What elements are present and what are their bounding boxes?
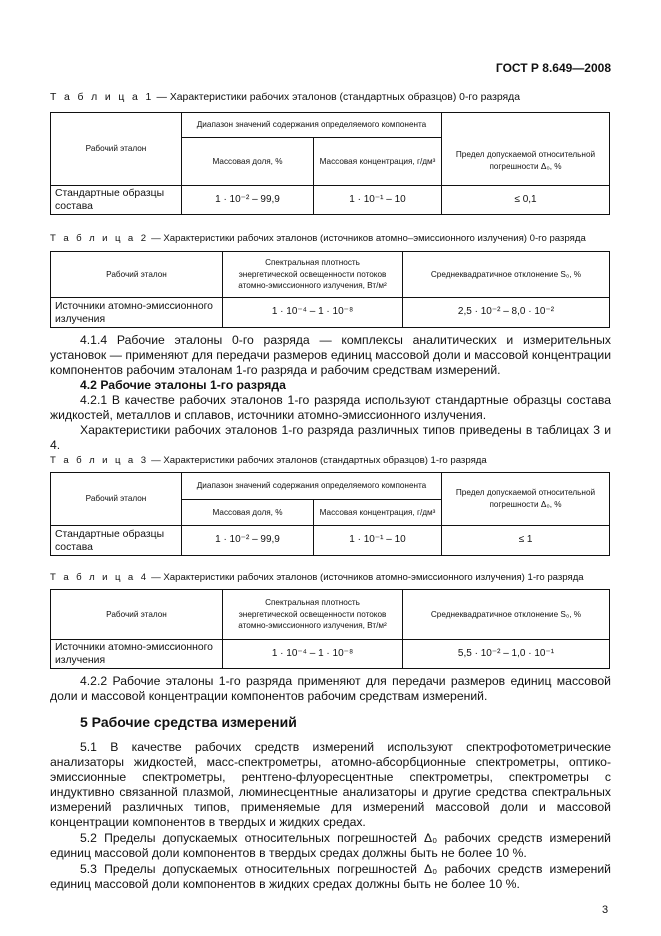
header-error: Предел допускаемой относительной погрешности Δ₀, % [442,473,610,526]
cell-etalon: Стандартные образцы состава [51,186,182,215]
header-sd: Среднеквадратичное отклонение S₀, % [403,590,610,640]
table2-caption [50,233,611,245]
cell-mass-fraction: 1 · 10⁻² – 99,9 [182,186,314,215]
table-4 [50,589,610,669]
caption-prefix: Т а б л и ц а 2 [50,233,149,244]
cell-mass-concentration: 1 · 10⁻¹ – 10 [314,186,442,215]
table-row [51,526,610,556]
header-mass-concentration: Массовая концентрация, г/дм³ [314,138,442,186]
header-etalon: Рабочий эталон [51,590,223,640]
caption-text: — Характеристики рабочих эталонов (источников атомно–эмиссионного излучения) 0-го разряда [148,233,586,244]
header-range: Диапазон значений содержания определяемого компонента [182,473,442,500]
table-3 [50,472,610,556]
paragraph-5-2: 5.2 Пределы допускаемых относительных погрешностей Δ₀ рабочих средств измерений единиц массовой доли компонентов в твердых средах должны быть не более 10 %. [50,831,611,860]
cell-density: 1 · 10⁻⁴ – 1 · 10⁻⁸ [223,640,403,669]
header-error: Предел допускаемой относительной погрешности Δ₀, % [442,138,610,186]
paragraph-4-1-4: 4.1.4 Рабочие эталоны 0-го разряда — комплексы аналитических и измерительных установок — применяют для передачи размеров единиц массовой доли и массовой концентрации компонентов рабочим эталонам 1-го разряда и рабочим средствам измерений. [50,333,611,377]
table-row [51,186,610,215]
cell-mass-concentration: 1 · 10⁻¹ – 10 [314,526,442,556]
header-range: Диапазон значений содержания определяемого компонента [182,113,442,138]
header-etalon: Рабочий эталон [51,252,223,298]
caption-prefix: Т а б л и ц а 1 [50,92,154,103]
caption-prefix: Т а б л и ц а 4 [50,572,149,583]
table-row [51,298,610,328]
table3-caption [50,455,611,467]
header-sd: Среднеквадратичное отклонение S₀, % [403,252,610,298]
header-error-top [442,113,610,138]
cell-etalon: Источники атомно-эмиссионного излучения [51,298,223,328]
cell-error: ≤ 0,1 [442,186,610,215]
header-mass-concentration: Массовая концентрация, г/дм³ [314,500,442,526]
caption-prefix: Т а б л и ц а 3 [50,455,149,466]
heading-section-5: 5 Рабочие средства измерений [80,714,297,730]
header-density: Спектральная плотность энергетической освещенности потоков атомно-эмиссионного излучения, Вт/м² [223,252,403,298]
table-row [51,640,610,669]
header-mass-fraction: Массовая доля, % [182,138,314,186]
paragraph-4-2-2: 4.2.2 Рабочие эталоны 1-го разряда применяют для передачи размеров единиц массовой доли и массовой концентрации компонентов рабочим средствам измерений. [50,674,611,703]
cell-etalon: Источники атомно-эмиссионного излучения [51,640,223,669]
cell-density: 1 · 10⁻⁴ – 1 · 10⁻⁸ [223,298,403,328]
header-mass-fraction: Массовая доля, % [182,500,314,526]
table1-caption [50,92,611,104]
document-id: ГОСТ Р 8.649—2008 [495,61,611,75]
cell-etalon: Стандартные образцы состава [51,526,182,556]
table-2 [50,251,610,328]
cell-sd: 2,5 · 10⁻² – 8,0 · 10⁻² [403,298,610,328]
cell-sd: 5,5 · 10⁻² – 1,0 · 10⁻¹ [403,640,610,669]
header-density: Спектральная плотность энергетической освещенности потоков атомно-эмиссионного излучения, Вт/м² [223,590,403,640]
paragraph-tables-ref: Характеристики рабочих эталонов 1-го разряда различных типов приведены в таблицах 3 и 4. [50,423,611,452]
caption-text: — Характеристики рабочих эталонов (источников атомно-эмиссионного излучения) 1-го разряда [148,572,584,583]
paragraph-4-2-1: 4.2.1 В качестве рабочих эталонов 1-го разряда используют стандартные образцы состава жидкостей, металлов и сплавов, источники атомно-эмиссионного излучения. [50,393,611,422]
header-etalon: Рабочий эталон [51,473,182,526]
cell-mass-fraction: 1 · 10⁻² – 99,9 [182,526,314,556]
paragraph-5-1: 5.1 В качестве рабочих средств измерений используют спектрофотометрические анализаторы жидкостей, масс-спектрометры, атомно-абсорбционные спектрометры, оптико-эмиссионные спектрометры, рентгено-флуоресцентные спектрометры, спектрометры с индуктивно связанной плазмой, люминесцентные анализаторы и другие средства спектральных измерений различных типов, применяемые для измерений массовой доли и массовой концентрации компонентов в твердых и жидких средах. [50,740,611,829]
cell-error: ≤ 1 [442,526,610,556]
caption-text: — Характеристики рабочих эталонов (стандартных образцов) 0-го разряда [153,92,520,103]
table4-caption [50,572,611,584]
page-content [50,0,611,932]
table-1 [50,112,610,215]
caption-text: — Характеристики рабочих эталонов (стандартных образцов) 1-го разряда [148,455,487,466]
paragraph-5-3: 5.3 Пределы допускаемых относительных погрешностей Δ₀ рабочих средств измерений единиц массовой доли компонентов в жидких средах должны быть не более 10 %. [50,862,611,891]
heading-4-2: 4.2 Рабочие эталоны 1-го разряда [80,378,286,392]
header-etalon: Рабочий эталон [51,113,182,186]
page-number: 3 [602,904,609,916]
